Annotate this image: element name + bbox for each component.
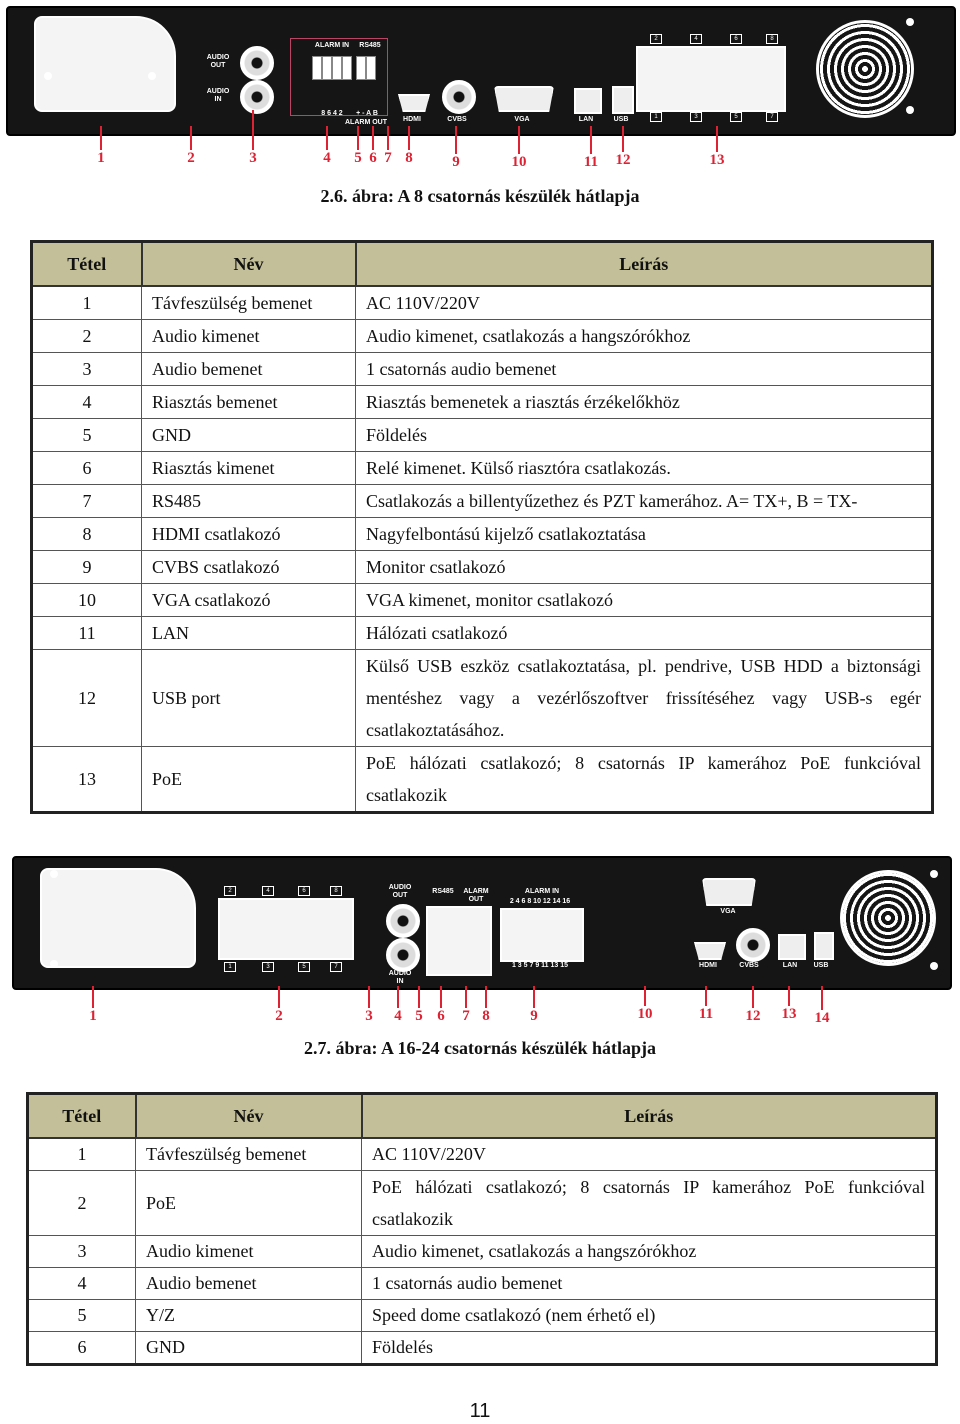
- description-cell: VGA kimenet, monitor csatlakozó: [356, 584, 933, 617]
- table-row: [32, 650, 933, 747]
- item-cell: 10: [32, 584, 142, 617]
- alarm-in-label: ALARM IN: [314, 42, 350, 49]
- port-number: 7: [766, 112, 778, 122]
- vga-port: [494, 86, 554, 112]
- table-row: [28, 1171, 937, 1236]
- item-cell: 11: [32, 617, 142, 650]
- usb-label: USB: [813, 962, 829, 969]
- description-cell: PoE hálózati csatlakozó; 8 csatornás IP kamerához PoE funkcióval csatlakozik: [362, 1171, 937, 1236]
- item-cell: 1: [28, 1138, 136, 1171]
- description-cell: Audio kimenet, csatlakozás a hangszórókhoz: [356, 320, 933, 353]
- name-cell: PoE: [142, 747, 356, 813]
- port-number: 6: [730, 34, 742, 44]
- callout-number: 14: [814, 1010, 830, 1026]
- port-number: 8: [766, 34, 778, 44]
- callout-line: [357, 126, 359, 150]
- port-number: 7: [330, 962, 342, 972]
- port-number: 6: [298, 886, 310, 896]
- port-number: 4: [262, 886, 274, 896]
- name-cell: USB port: [142, 650, 356, 747]
- table-row: [28, 1300, 937, 1332]
- callout-line: [326, 126, 328, 150]
- cvbs-label: CVBS: [447, 116, 467, 123]
- table-row: [32, 419, 933, 452]
- callout-number: 2: [187, 150, 195, 166]
- callout-number: 12: [615, 152, 631, 168]
- table-header-row: [32, 242, 933, 287]
- callout-number: 2: [275, 1008, 283, 1024]
- item-cell: 3: [32, 353, 142, 386]
- name-cell: Távfeszülség bemenet: [136, 1138, 362, 1171]
- screw-hole: [906, 106, 914, 114]
- port-number: 3: [262, 962, 274, 972]
- item-cell: 2: [28, 1171, 136, 1236]
- item-cell: 6: [28, 1332, 136, 1365]
- callout-number: 13: [709, 152, 725, 168]
- vga-port: [702, 878, 756, 906]
- screw-hole: [148, 72, 156, 80]
- callout-line: [278, 986, 280, 1008]
- name-cell: LAN: [142, 617, 356, 650]
- callout-number: 3: [365, 1008, 373, 1024]
- audio-out-jack: [240, 46, 274, 80]
- cvbs-jack: [442, 80, 476, 114]
- table-row: [32, 320, 933, 353]
- item-cell: 2: [32, 320, 142, 353]
- description-cell: Relé kimenet. Külső riasztóra csatlakozás.: [356, 452, 933, 485]
- alarm-out-label: ALARM OUT: [463, 888, 489, 903]
- callout-line: [465, 986, 467, 1008]
- screw-hole: [906, 18, 914, 26]
- cvbs-jack: [736, 928, 770, 962]
- callout-line: [622, 126, 624, 152]
- name-cell: GND: [136, 1332, 362, 1365]
- column-header-item: Tétel: [28, 1094, 136, 1139]
- alarm-in-label: ALARM IN: [524, 888, 560, 895]
- table-row: [32, 452, 933, 485]
- callout-number: 5: [415, 1008, 423, 1024]
- table-header-row: [28, 1094, 937, 1139]
- port-number: 1: [224, 962, 236, 972]
- description-cell: PoE hálózati csatlakozó; 8 csatornás IP kamerához PoE funkcióval csatlakozik: [356, 747, 933, 813]
- terminal-pin: [322, 56, 332, 80]
- callout-line: [485, 986, 487, 1008]
- callout-number: 10: [637, 1006, 653, 1022]
- rs485-label: RS485: [432, 888, 454, 895]
- callout-number: 4: [394, 1008, 402, 1024]
- column-header-description: Leírás: [356, 242, 933, 287]
- description-cell: Külső USB eszköz csatlakoztatása, pl. pendrive, USB HDD a biztonsági mentéshez vagy a vezérlőszoftver frissítéséhez vagy USB-s egér csatlakoztatásához.: [356, 650, 933, 747]
- item-cell: 5: [28, 1300, 136, 1332]
- rs485-label: RS485: [359, 42, 381, 49]
- callout-line: [518, 126, 520, 154]
- callout-number: 11: [698, 1006, 714, 1022]
- lan-port: [574, 88, 602, 114]
- alarm-in-pins: 8 6 4 2: [321, 110, 343, 117]
- description-cell: Földelés: [362, 1332, 937, 1365]
- table-row: [28, 1138, 937, 1171]
- callout-line: [440, 986, 442, 1008]
- audio-out-label: AUDIO OUT: [206, 54, 230, 69]
- screw-hole: [50, 960, 58, 968]
- callout-line: [92, 986, 94, 1008]
- item-cell: 3: [28, 1236, 136, 1268]
- callout-line: [252, 110, 254, 150]
- description-cell: Monitor csatlakozó: [356, 551, 933, 584]
- description-cell: Csatlakozás a billentyűzethez és PZT kamerához. A= TX+, B = TX-: [356, 485, 933, 518]
- audio-out-jack: [386, 904, 420, 938]
- table-row: [32, 584, 933, 617]
- audio-in-jack: [240, 80, 274, 114]
- item-cell: 12: [32, 650, 142, 747]
- screw-hole: [50, 870, 58, 878]
- callout-line: [821, 986, 823, 1010]
- description-cell: 1 csatornás audio bemenet: [362, 1268, 937, 1300]
- callout-number: 9: [530, 1008, 538, 1024]
- callout-line: [190, 126, 192, 150]
- callout-number: 5: [354, 150, 362, 166]
- callout-number: 3: [249, 150, 257, 166]
- table-row: [32, 485, 933, 518]
- table-row: [32, 551, 933, 584]
- audio-in-label: AUDIO IN: [206, 88, 230, 103]
- name-cell: Audio kimenet: [136, 1236, 362, 1268]
- description-cell: Hálózati csatlakozó: [356, 617, 933, 650]
- callout-line: [590, 126, 592, 154]
- power-inlet: [40, 868, 196, 968]
- rear-panel-16-24ch: [12, 856, 952, 990]
- item-cell: 5: [32, 419, 142, 452]
- callout-line: [368, 986, 370, 1008]
- callout-line: [716, 126, 718, 152]
- callout-line: [408, 126, 410, 150]
- figure2-caption: 2.7. ábra: A 16-24 csatornás készülék hátlapja: [303, 1038, 656, 1058]
- lan-label: LAN: [782, 962, 798, 969]
- terminal-pin: [356, 56, 366, 80]
- callout-line: [788, 986, 790, 1006]
- callout-line: [387, 126, 389, 150]
- callout-number: 6: [437, 1008, 445, 1024]
- callout-number: 11: [583, 154, 599, 170]
- table-row: [32, 747, 933, 813]
- hdmi-port: [694, 942, 726, 960]
- callout-line: [418, 986, 420, 1008]
- callout-line: [372, 126, 374, 150]
- callout-line: [100, 126, 102, 150]
- audio-in-jack: [386, 938, 420, 972]
- audio-in-label: AUDIO IN: [388, 970, 412, 985]
- callout-number: 1: [89, 1008, 97, 1024]
- page-number: 11: [469, 1400, 491, 1422]
- item-cell: 8: [32, 518, 142, 551]
- terminal-pin: [312, 56, 322, 80]
- port-number: 2: [650, 34, 662, 44]
- name-cell: VGA csatlakozó: [142, 584, 356, 617]
- callout-number: 12: [745, 1008, 761, 1024]
- item-cell: 13: [32, 747, 142, 813]
- callout-line: [533, 986, 535, 1008]
- port-number: 2: [224, 886, 236, 896]
- item-cell: 4: [28, 1268, 136, 1300]
- item-cell: 4: [32, 386, 142, 419]
- rs485-alarm-terminal: [426, 906, 492, 976]
- name-cell: Riasztás bemenet: [142, 386, 356, 419]
- item-cell: 7: [32, 485, 142, 518]
- vga-label: VGA: [514, 116, 530, 123]
- name-cell: CVBS csatlakozó: [142, 551, 356, 584]
- usb-port: [814, 932, 834, 960]
- column-header-name: Név: [142, 242, 356, 287]
- port-number: 8: [330, 886, 342, 896]
- hdmi-label: HDMI: [403, 116, 421, 123]
- name-cell: PoE: [136, 1171, 362, 1236]
- item-cell: 1: [32, 286, 142, 320]
- name-cell: GND: [142, 419, 356, 452]
- screw-hole: [44, 72, 52, 80]
- rear-panel-8ch: [6, 6, 956, 136]
- column-header-description: Leírás: [362, 1094, 937, 1139]
- figure1-caption: 2.6. ábra: A 8 csatornás készülék hátlapja: [320, 186, 640, 206]
- alarm-in-top-pins: 2 4 6 8 10 12 14 16: [509, 898, 571, 905]
- description-cell: Földelés: [356, 419, 933, 452]
- terminal-pin: [342, 56, 352, 80]
- column-header-name: Név: [136, 1094, 362, 1139]
- audio-out-label: AUDIO OUT: [388, 884, 412, 899]
- callout-line: [397, 986, 399, 1008]
- usb-port: [612, 86, 634, 114]
- name-cell: Audio bemenet: [142, 353, 356, 386]
- table-row: [32, 617, 933, 650]
- port-number: 3: [690, 112, 702, 122]
- callout-number: 10: [511, 154, 527, 170]
- table-row: [32, 518, 933, 551]
- alarm-in-bottom-pins: 1 3 5 7 9 11 13 15: [511, 962, 569, 969]
- description-cell: AC 110V/220V: [356, 286, 933, 320]
- callout-number: 7: [462, 1008, 470, 1024]
- description-cell: AC 110V/220V: [362, 1138, 937, 1171]
- fan-grille: [816, 20, 914, 118]
- callout-number: 9: [452, 154, 460, 170]
- name-cell: Y/Z: [136, 1300, 362, 1332]
- alarm-in-terminal: [500, 908, 584, 962]
- table-row: [32, 386, 933, 419]
- callout-number: 6: [369, 150, 377, 166]
- description-cell: Speed dome csatlakozó (nem érhető el): [362, 1300, 937, 1332]
- callout-line: [752, 986, 754, 1008]
- port-number: 5: [298, 962, 310, 972]
- callout-line: [644, 986, 646, 1006]
- name-cell: Távfeszülség bemenet: [142, 286, 356, 320]
- terminal-pin: [332, 56, 342, 80]
- table-8ch-connectors: [30, 240, 934, 814]
- callout-number: 8: [482, 1008, 490, 1024]
- terminal-pin: [366, 56, 376, 80]
- callout-line: [455, 126, 457, 154]
- description-cell: Nagyfelbontású kijelző csatlakoztatása: [356, 518, 933, 551]
- description-cell: Riasztás bemenetek a riasztás érzékelőkhöz: [356, 386, 933, 419]
- table-row: [28, 1236, 937, 1268]
- name-cell: RS485: [142, 485, 356, 518]
- screw-hole: [930, 962, 938, 970]
- hdmi-port: [398, 94, 430, 112]
- callout-number: 4: [323, 150, 331, 166]
- description-cell: Audio kimenet, csatlakozás a hangszórókhoz: [362, 1236, 937, 1268]
- callout-line: [705, 986, 707, 1006]
- callout-number: 1: [97, 150, 105, 166]
- screw-hole: [930, 870, 938, 878]
- item-cell: 6: [32, 452, 142, 485]
- table-row: [32, 286, 933, 320]
- table-16-24ch-connectors: [26, 1092, 938, 1366]
- poe-port-block: [636, 46, 786, 112]
- table-row: [28, 1268, 937, 1300]
- fan-grille: [840, 870, 936, 966]
- description-cell: 1 csatornás audio bemenet: [356, 353, 933, 386]
- lan-port: [778, 934, 806, 960]
- item-cell: 9: [32, 551, 142, 584]
- callout-number: 7: [384, 150, 392, 166]
- alarm-out-label: ALARM OUT: [345, 119, 387, 126]
- name-cell: Audio kimenet: [142, 320, 356, 353]
- poe-port-block: [218, 898, 354, 960]
- callout-number: 13: [781, 1006, 797, 1022]
- port-number: 4: [690, 34, 702, 44]
- port-number: 1: [650, 112, 662, 122]
- lan-label: LAN: [578, 116, 594, 123]
- port-number: 5: [730, 112, 742, 122]
- power-inlet: [34, 16, 176, 112]
- name-cell: HDMI csatlakozó: [142, 518, 356, 551]
- table-row: [32, 353, 933, 386]
- table-row: [28, 1332, 937, 1365]
- alarm-out-pins: + - A B: [356, 110, 378, 117]
- usb-label: USB: [613, 116, 629, 123]
- name-cell: Audio bemenet: [136, 1268, 362, 1300]
- cvbs-label: CVBS: [739, 962, 759, 969]
- callout-number: 8: [405, 150, 413, 166]
- hdmi-label: HDMI: [699, 962, 717, 969]
- column-header-item: Tétel: [32, 242, 142, 287]
- name-cell: Riasztás kimenet: [142, 452, 356, 485]
- vga-label: VGA: [720, 908, 736, 915]
